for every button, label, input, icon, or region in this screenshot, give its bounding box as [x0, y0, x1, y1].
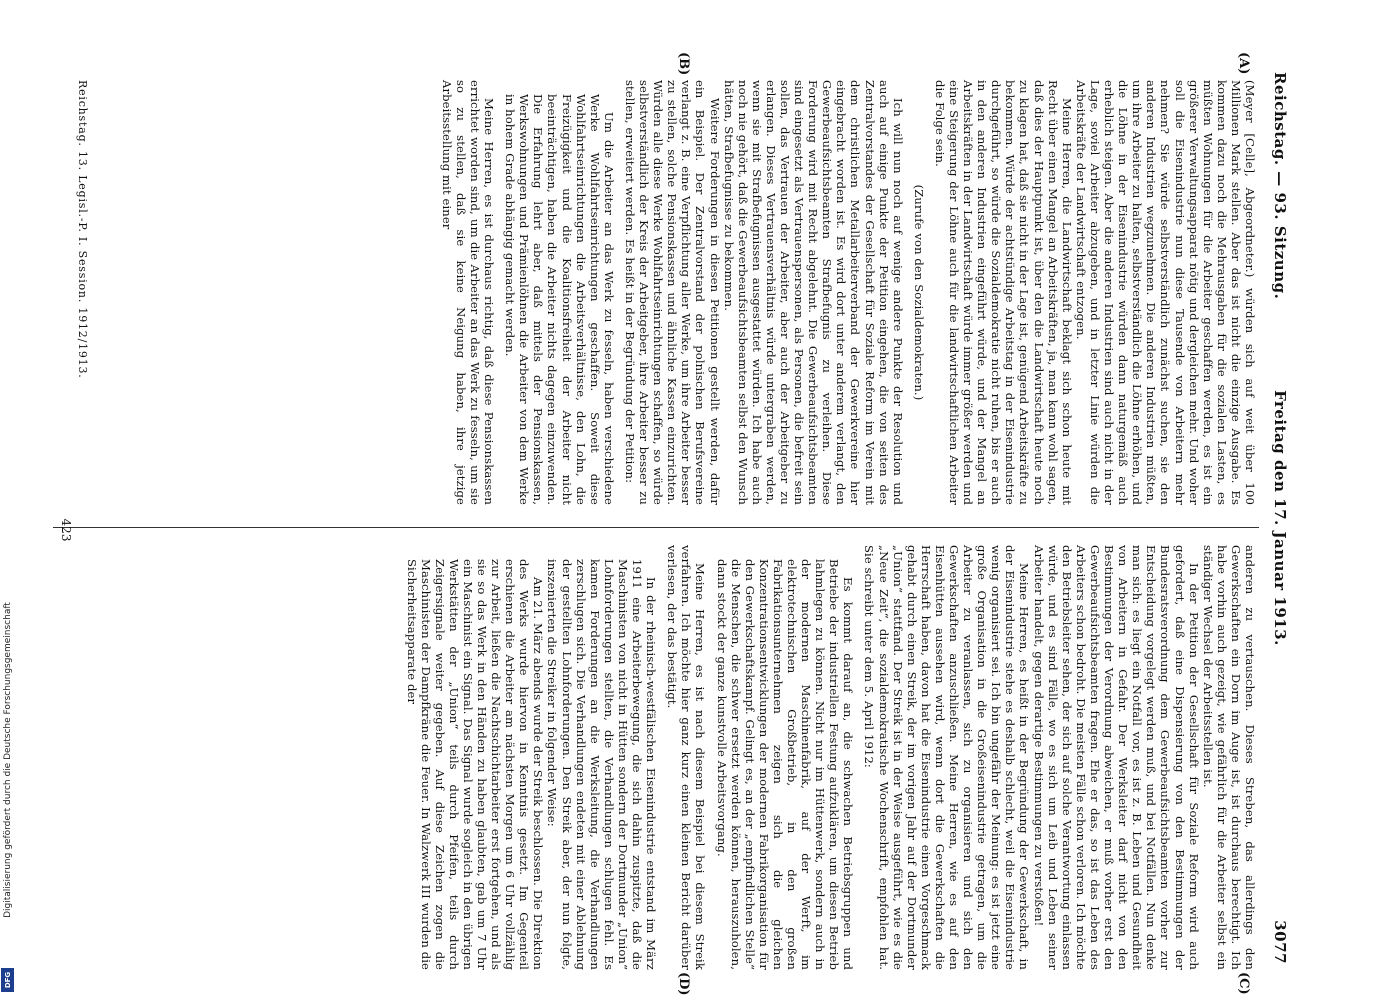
dfg-funding-note — [1, 520, 15, 1000]
right-paragraph-4: Meine Herren, es ist nach diesem Beispiel bei diesem Streik verfahren. Ich möchte hier ganz kurz einen kleinen Bericht darüber verlesen, der das bestätigt. — [665, 545, 708, 970]
left-paragraph-4: Weitere Forderungen in diesen Petitionen gestellt werden, dafür ein Beispiel. Der Zentralvorstand der polnischen Berufsvereine verlangt z. B. eine Verpflichtung aller Werke, um ihre Arbeiter besser zu stellen, solche Pensionskassen und ähnliche Kassen einzurichten. Würden alle diese Werke Wohlfahrtseinrichtungen schaffen, so würde selbstverständlich der Kreis der Arbeitgeber, ihre Arbeiter besser zu stellen, erweitert werden. Es heißt in der Begründung der Petition: — [622, 80, 722, 505]
margin-letter-b: (B) — [676, 52, 691, 76]
left-column — [440, 80, 1257, 505]
dfg-logo — [1, 968, 14, 992]
right-quote-1: Es kommt darauf an, die schwachen Betriebsgruppen und Betriebe der industriellen Festung aufzuklären, um diesen Betrieb lahmlegen zu können. Nicht nur im Hüttenwerk, sondern auch in der modernen Maschinenfabrik, auf der Werft, im elektrotechnischen Großbetrieb, in den großen Fabrikationsunternehmen zeigen sich die gleichen Konzentrationsentwicklungen der modernen Fabrikorganisation für den Gewerkschaftskampf. Gelingt es, an der „empfindlichen Stelle“ die Menschen, die schwer ersetzt werden können, herauszuholen, dann stockt der ganze kunstvolle Arbeitsvorgang. — [714, 559, 856, 970]
dfg-logo-text: DFG — [3, 971, 12, 989]
running-head — [1265, 72, 1295, 964]
right-paragraph-1: anderen zu vertauschen. Dieses Streben, das allerdings den Gewerkschaften ein Dorn im Auge ist, ist durchaus berechtigt. Ich habe vorhin auch gezeigt, wie gefährlich für die Arbeiter selbst ein ständiger Wechsel der Arbeitsstellen ist. — [1200, 545, 1257, 970]
margin-letter-c: (C) — [1236, 972, 1251, 995]
page-number: 423 — [59, 518, 73, 542]
right-paragraph-2: In der Petition der Gesellschaft für Soziale Reform wird auch gefordert, daß eine Dispensierung von den Bestimmungen der Bundesratsverordnung dem Gewerbeaufsichtsbeamten vorher zur Entscheidung vorgelegt werden muß, und bei Notfällen. Nun denke man sich: es liegt ein Notfall vor, es ist z. B. Leben und Gesundheit von Arbeitern in Gefahr. Der Werksleiter darf nicht von den Bestimmungen der Verordnung abweichen, er muß vorher erst den Gewerbeaufsichtsbeamten fragen. Ehe er das, so ist das Leben des Arbeiters schon bedroht. Die meisten Fälle schon verloren. Ich möchte den Betriebsleiter sehen, der sich auf solche Verantwortung einlassen würde, und es sind Fälle, wo es sich um Leib und Leben seiner Arbeiter handelt, gegen derartige Bestimmungen zu verstoßen! — [1031, 545, 1201, 970]
left-paragraph-3: Ich will nun noch auf wenige andere Punkte der Resolution und auch auf einige Punkte der Petition eingehen, die von seiten des Zentralvorstandes der Gesellschaft für Soziale Reform im Verein mit dem christlichen Metallarbeiterverband der Gewerkvereine hier eingebracht worden ist. Es wird dort unter anderem verlangt, den Gewerbeaufsichtsbeamten Strafbefugnis zu verleihen. Diese Forderung wird mit Recht abgelehnt. Die Gewerbeaufsichtsbeamten sind eingesetzt als Vertrauenspersonen, als Personen, die befreit sein sollen, das Vertrauen der Arbeiter, aber auch der Arbeitgeber zu erlangen. Dieses Vertrauensverhältnis würde untergraben werden, wenn sie mit Strafbefugnissen ausgestattet würden. Ich habe auch noch nie gehört, daß die Gewerbeaufsichtsbeamten selbst den Wunsch hätten, Strafbefugnisse zu bekommen. — [721, 80, 905, 505]
left-paragraph-1: (Meyer [Celle], Abgeordneter.) würden sich auf weit über 100 Millionen Mark stellen. Aber das ist nicht die einzige Ausgabe. Es kommen dazu noch die Mehrausgaben für die sozialen Lasten, es müßten Wohnungen für die Arbeiter geschaffen werden, es ist ein größerer Verwaltungsapparat nötig und dergleichen mehr. Und woher soll die Eisenindustrie nun diese Tausende von Arbeitern mehr nehmen? Sie würde selbstverständlich zunächst suchen, sie den anderen Industrien wegzunehmen. Die anderen Industrien müßten, um ihre Arbeiter zu halten, selbstverständlich die Löhne erhöhen, und die Löhne in der Eisenindustrie würden dann naturgemäß auch erheblich steigen. Aber die anderen Industrien sind auch nicht in der Lage, soviel Arbeiter abzugeben, und in letzter Linie würden die Arbeitskräfte der Landwirtschaft entzogen. — [1073, 80, 1257, 505]
left-quote: Um die Arbeiter an das Werk zu fesseln, haben verschiedene Werke Wohlfahrtseinrichtungen geschaffen. Soweit diese Wohlfahrtseinrichtungen die Arbeitsverhältnisse, den Lohn, die Freizügigkeit und die Koalitionsfreiheit der Arbeiter nicht beeinträchtigen, haben die Arbeiter nichts dagegen einzuwenden. Die Erfahrung lehrt aber, daß mittels der Pensionskassen, Werkswohnungen und Prämienlöhnen die Arbeiter von dem Werke in hohem Grade abhängig gemacht werden. — [503, 94, 616, 505]
left-interjection: (Zurufe von den Sozialdemokraten.) — [911, 184, 926, 401]
right-quote-2: In der rheinisch-westfälischen Eisenindustrie entstand im März 1911 eine Arbeiterbewegung, die sich dahin zuspitzte, daß die Maschinisten von nicht in Hütten sondern der Dortmunder „Union“ Lohnforderungen stellten, die Verhandlungen schlugen fehl. Es kamen Forderungen an die Werksleitung, die Verhandlungen zerschlugen sich. Die Verhandlungen endeten mit einer Ablehnung der gestellten Lohnforderungen. Den Streik aber, der nun folgte, inszenierten die Streiker in folgender Weise: — [545, 559, 659, 970]
header-column-number: 3077 — [1271, 920, 1289, 964]
column-divider — [53, 527, 1259, 528]
right-quote-3: Am 21. März abends wurde der Streik beschlossen. Die Direktion des Werks wurde hiervon in Kenntnis gesetzt. Im Gegenteil erschienen die Arbeiter am nächsten Morgen um 6 Uhr vollzählig zur Arbeit, ließen die Nachtschichtarbeiter erst fortgehen, und als sie so das Werk in den Händen zu haben glaubten, gab um 7 Uhr ein Maschinist ein Signal. Das Signal wurde sogleich in den übrigen Werkstätten der „Union“ teils durch Pfeifen, teils durch Zeigersignale weiter gegeben. Auf diese Zeichen zogen die Maschinisten der Dampfkräne die Feuer. In Walzwerk III wurden die Sicherheitsapparate der — [404, 559, 546, 970]
right-paragraph-3: Meine Herren, es heißt in der Begründung der Gewerkschaft, in der Eisenindustrie stehe es deshalb schlecht, weil die Eisenindustrie wenig organisiert sei. Ich bin ungefähr der Meinung: es ist jetzt eine große Organisation in die Großeisenindustrie getragen, um die Arbeiter zu veranlassen, sich zu organisieren und sich den Gewerkschaften anzuschließen. Meine Herren, wie es auf den Eisenhütten aussehen wird, wenn dort die Gewerkschaften die Herrschaft haben, davon hat die Eisenindustrie einen Vorgeschmack gehabt durch einen Streik, der im vorigen Jahr auf der Dortmunder „Union“ stattfand. Der Streik ist in der Weise ausgeführt, wie es die „Neue Zeit“, die sozialdemokratische Wochenschrift, empfohlen hat. Sie schreibt unter dem 5. April 1912: — [862, 545, 1032, 970]
margin-letter-d: (D) — [676, 972, 691, 996]
right-column — [404, 545, 1257, 970]
rotated-document-sheet — [13, 0, 1303, 1000]
left-paragraph-2: Meine Herren, die Landwirtschaft beklagt sich schon heute mit Recht über einen Mangel an Arbeitskräften, ja, man kann wohl sagen, daß dies der Hauptpunkt ist, über den die Landwirtschaft heute noch zu klagen hat, daß sie nicht in der Lage ist, genügend Arbeitskräfte zu bekommen. Würde der achtstündige Arbeitstag in der Eisenindustrie durchgeführt, so würde die Sozialdemokratie nicht ruhen, bis er auch in den anderen Industrien eingeführt würde, und der Mangel an Arbeitskräften in der Landwirtschaft würde immer größer werden und eine Steigerung der Löhne auch für die landwirtschaftlichen Arbeiter die Folge sein. — [932, 80, 1074, 505]
header-left: Reichstag. — 93. Sitzung. — [1271, 72, 1289, 300]
margin-letter-a: (A) — [1236, 52, 1251, 75]
dfg-funding-text: Digitalisierung gefördert durch die Deutsche Forschungsgemeinschaft — [3, 602, 13, 918]
footer-session-info: Reichstag. 13. Legisl.-P. I. Session. 1912/1913. — [76, 80, 89, 379]
left-paragraph-5: Meine Herren, es ist durchaus richtig, daß diese Pensionskassen errichtet worden sind, um die Arbeiter an das Werk zu fesseln, um sie so zu stellen, daß sie keine Neigung haben, ihre jetzige Arbeitsstellung mit einer — [439, 80, 497, 505]
header-date: Freitag den 17. Januar 1913. — [1271, 390, 1289, 646]
